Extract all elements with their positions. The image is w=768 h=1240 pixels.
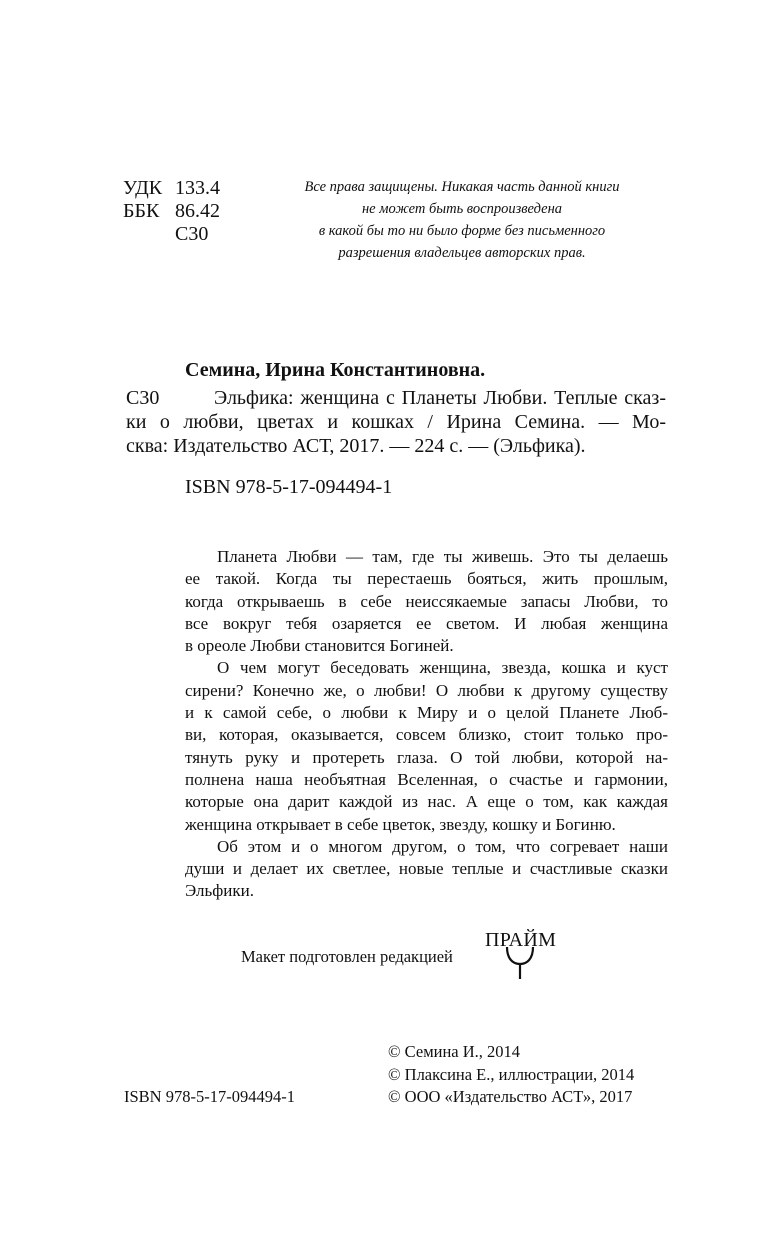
rights-notice (262, 176, 662, 264)
prime-logo-text: ПРАЙМ (485, 929, 557, 951)
abstract-line: Об этом и о многом другом, о том, что согревает наши (217, 836, 668, 856)
prepared-by-text: Макет подготовлен редакцией (241, 947, 453, 966)
rights-line: Все права защищены. Никакая часть данной книги (304, 179, 620, 195)
abstract-line: сирени? Конечно же, о любви! О любви к другому существу (185, 680, 668, 700)
abstract-line: все вокруг тебя озаряется ее светом. И любая женщина (185, 613, 668, 633)
rights-line: не может быть воспроизведена (361, 201, 563, 217)
author-sign-row (123, 223, 208, 245)
abstract (185, 546, 668, 903)
bbk-label: ББК (123, 200, 160, 222)
udk-label: УДК (123, 177, 163, 199)
abstract-line: полнена наша необъятная Вселенная, о счастье и гармонии, (185, 769, 668, 789)
abstract-line: в ореоле Любви становится Богиней. (185, 636, 454, 656)
bbk-value: 86.42 (175, 200, 220, 222)
copyright-line: © ООО «Издательство АСТ», 2017 (388, 1087, 633, 1106)
abstract-line: души и делает их светлее, новые теплые и счастливые сказки (185, 859, 668, 879)
abstract-line: Планета Любви — там, где ты живешь. Это ты делаешь (217, 547, 668, 566)
copyright-line: © Плаксина Е., иллюстрации, 2014 (388, 1065, 635, 1084)
abstract-line: Эльфики. (185, 881, 254, 901)
prime-logo-icon (500, 944, 540, 980)
abstract-line: О чем могут беседовать женщина, звезда, кошка и куст (217, 658, 668, 678)
abstract-line: которые она дарит каждой из нас. А еще о том, как каждая (185, 792, 668, 812)
abstract-line: тянуть руку и протереть глаза. О той любви, которой на- (185, 747, 668, 767)
copyright-line: © Семина И., 2014 (388, 1042, 521, 1061)
bib-sign: С30 (126, 387, 160, 409)
abstract-line: женщина открывает в себе цветок, звезду, кошку и Богиню. (185, 814, 616, 834)
author-heading: Семина, Ирина Константиновна. (185, 359, 486, 381)
bib-line: сква: Издательство АСТ, 2017. — 224 с. — (Эльфика). (126, 435, 586, 457)
udk-value: 133.4 (175, 177, 220, 199)
udk-row (123, 177, 220, 199)
rights-line: в какой бы то ни было форме без письменного (318, 223, 606, 239)
bib-line: ки о любви, цветах и кошках / Ирина Семина. — Мо- (126, 411, 666, 433)
isbn-top: ISBN 978-5-17-094494-1 (185, 476, 393, 498)
bbk-row (123, 200, 220, 222)
abstract-line: и к самой себе, о любви к Миру и о целой Планете Люб- (185, 703, 668, 723)
abstract-line: когда открываешь в себе неиссякаемые запасы Любви, то (185, 591, 668, 611)
rights-line: разрешения владельцев авторских прав. (338, 245, 586, 261)
author-sign: С30 (175, 223, 209, 245)
abstract-line: ее такой. Когда ты перестаешь бояться, жить прошлым, (185, 569, 668, 589)
isbn-bottom: ISBN 978-5-17-094494-1 (124, 1087, 295, 1106)
bib-line: Эльфика: женщина с Планеты Любви. Теплые сказ- (214, 387, 666, 409)
bibliographic-description (126, 386, 666, 458)
abstract-line: ви, которая, оказывается, совсем близко, стоит только про- (185, 725, 668, 745)
